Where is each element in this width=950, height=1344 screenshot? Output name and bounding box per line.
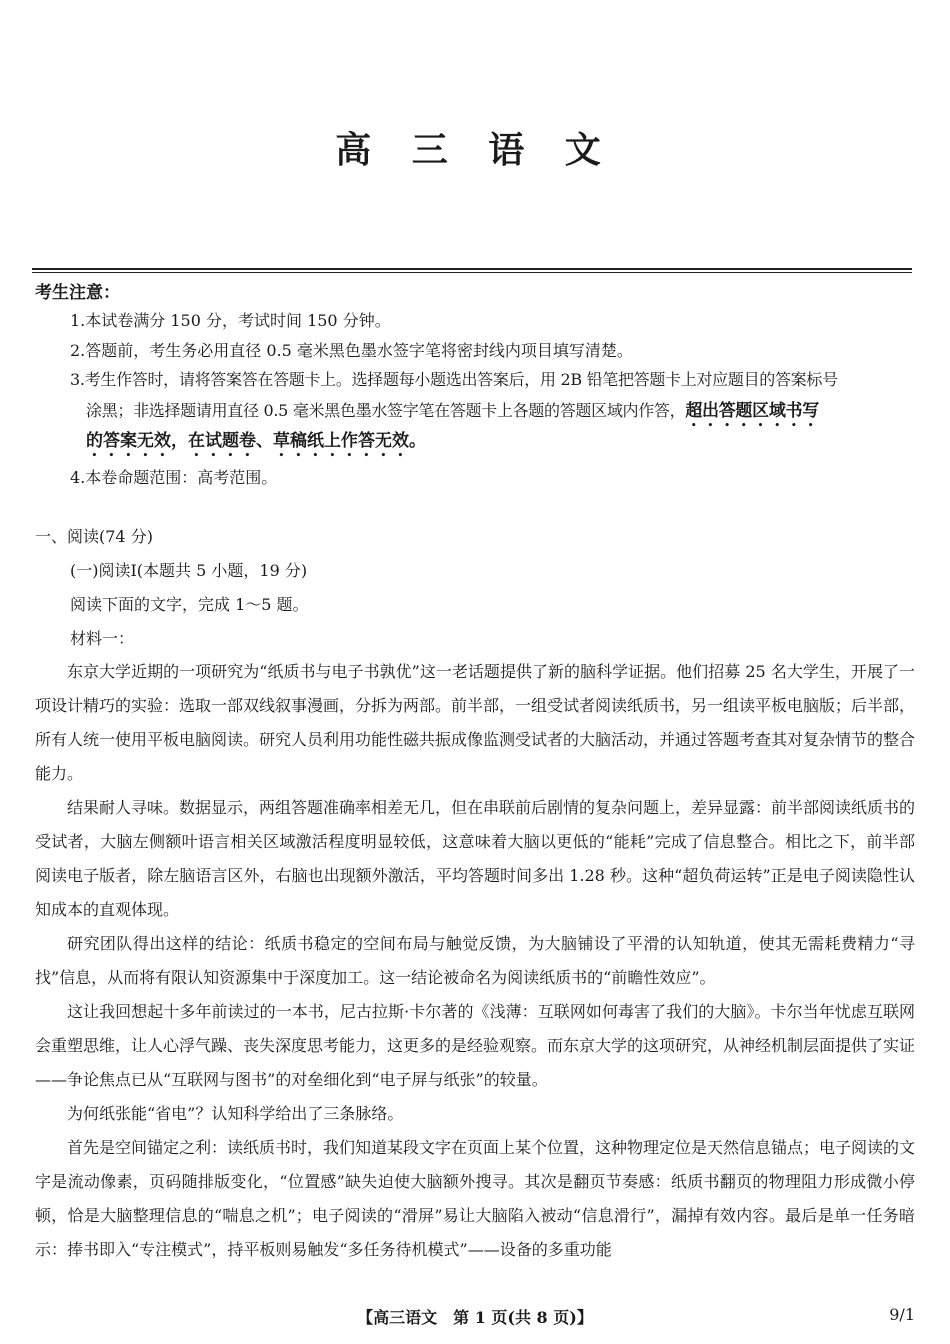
page-title: 高 三 语 文 (335, 129, 615, 171)
notice-item-3-text: 涂黑；非选择题请用直径 0.5 毫米黑色墨水签字笔在答题卡上各题的答题区域内作答， (86, 401, 686, 420)
notice-item-4: 4.本卷命题范围：高考范围。 (70, 468, 278, 487)
notice-item-2: 2.答题前，考生务必用直径 0.5 毫米黑色墨水签字笔将密封线内项目填写清楚。 (70, 341, 633, 360)
notice-item-3-emphasis: 超出答题区域书写 (685, 401, 819, 421)
page-code: 9/1 (889, 1305, 915, 1324)
material-label: 材料一： (70, 629, 135, 648)
notice-item-3-line3: 的答案无效，在试题卷、草稿纸上作答无效。 (86, 431, 426, 451)
page-footer: 【高三语文 第 1 页(共 8 页)】 (357, 1308, 593, 1327)
notice-item-1: 1.本试卷满分 150 分，考试时间 150 分钟。 (70, 311, 391, 330)
notice-heading: 考生注意： (35, 283, 120, 303)
paragraph: 研究团队得出这样的结论：纸质书稳定的空间布局与触觉反馈，为大脑铺设了平滑的认知轨道，使其无需耗费精力“寻找”信息，从而将有限认知资源集中于深度加工。这一结论被命名为阅读纸质书的“前瞻性效应”。 (35, 934, 915, 987)
paragraph: 首先是空间锚定之利：读纸质书时，我们知道某段文字在页面上某个位置，这种物理定位是天然信息锚点；电子阅读的文字是流动像素，页码随排版变化，“位置感”缺失迫使大脑额外搜寻。其次是翻页节奏感：纸质书翻页的物理阻力形成微小停顿，恰是大脑整理信息的“喘息之机”；电子阅读的“滑屏”易让大脑陷入被动“信息滑行”，漏掉有效内容。最后是单一任务暗示：捧书即入“专注模式”，持平板则易触发“多任务待机模式”——设备的多重功能 (35, 1138, 916, 1259)
divider-thin (32, 272, 912, 273)
notice-item-3-line2 (86, 401, 819, 431)
paragraph: 这让我回想起十多年前读过的一本书，尼古拉斯·卡尔著的《浅薄：互联网如何毒害了我们的大脑》。卡尔当年忧虑互联网会重塑思维，让人心浮气躁、丧失深度思考能力，这更多的是经验观察。而东京大学的这项研究，从神经机制层面提供了实证——争论焦点已从“互联网与图书”的对垒细化到“电子屏与纸张”的较量。 (35, 1002, 916, 1089)
instruction: 阅读下面的文字，完成 1～5 题。 (70, 595, 309, 614)
paragraph: 东京大学近期的一项研究为“纸质书与电子书孰优”这一老话题提供了新的脑科学证据。他们招募 25 名大学生，开展了一项设计精巧的实验：选取一部双线叙事漫画，分拆为两部。前半部，一组受试者阅读纸质书，另一组读平板电脑版；后半部，所有人统一使用平板电脑阅读。研究人员利用功能性磁共振成像监测受试者的大脑活动，并通过答题考查其对复杂情节的整合能力。 (35, 662, 916, 783)
divider-thick (32, 268, 912, 270)
notice-item-3-line1: 3.考生作答时，请将答案答在答题卡上。选择题每小题选出答案后，用 2B 铅笔把答题卡上对应题目的答案标号 (70, 370, 838, 389)
paragraph: 为何纸张能“省电”？认知科学给出了三条脉络。 (67, 1104, 404, 1123)
section-heading: 一、阅读(74 分) (35, 527, 153, 546)
subsection-heading: (一)阅读Ⅰ(本题共 5 小题，19 分) (70, 561, 308, 580)
paragraph: 结果耐人寻味。数据显示，两组答题准确率相差无几，但在串联前后剧情的复杂问题上，差异显露：前半部阅读纸质书的受试者，大脑左侧额叶语言相关区域激活程度明显较低，这意味着大脑以更低的“能耗”完成了信息整合。相比之下，前半部阅读电子版者，除左脑语言区外，右脑也出现额外激活，平均答题时间多出 1.28 秒。这种“超负荷运转”正是电子阅读隐性认知成本的直观体现。 (35, 798, 916, 919)
